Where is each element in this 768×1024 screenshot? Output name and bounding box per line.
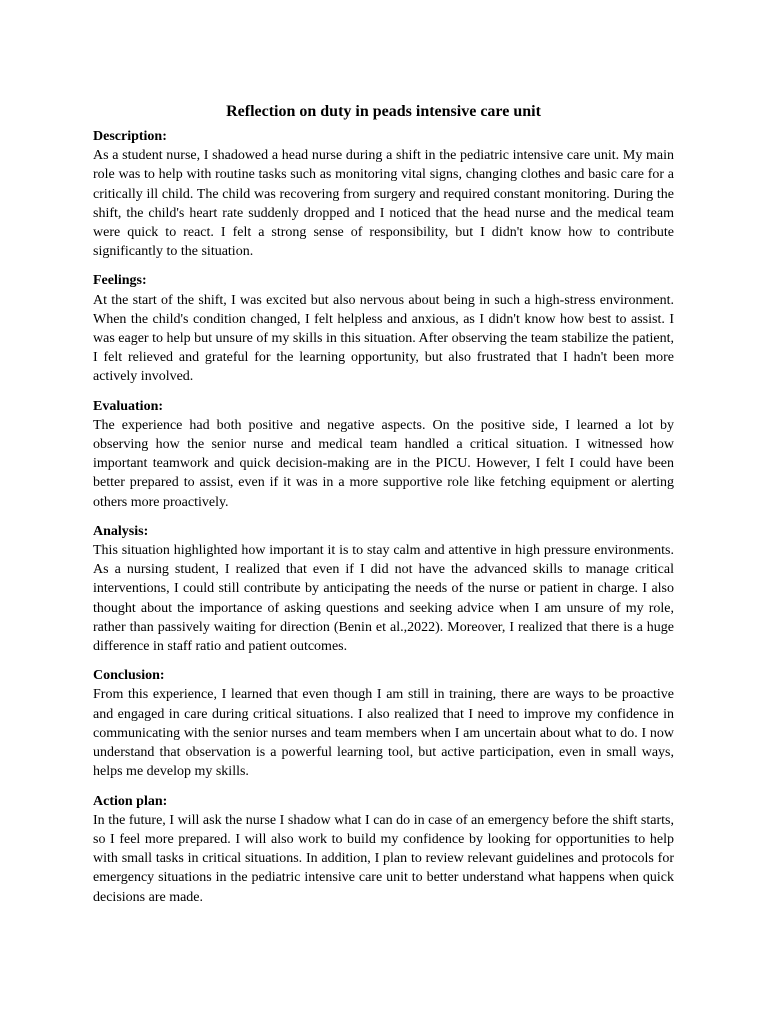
- section-analysis: [93, 522, 674, 656]
- section-body: From this experience, I learned that even though I am still in training, there are ways to be proactive and engaged in care during critical situations. I also realized that I need to improve my confidence in communicating with the senior nurses and team members when I am uncertain about what to do. I now understand that observation is a powerful learning tool, but active participation, even in small ways, helps me develop my skills.: [93, 687, 674, 780]
- section-heading: Description:: [93, 129, 167, 144]
- section-conclusion: [93, 666, 674, 781]
- section-heading: Analysis:: [93, 523, 149, 539]
- section-heading: Evaluation:: [93, 398, 164, 414]
- section-body: This situation highlighted how important it is to stay calm and attentive in high pressure environments. As a nursing student, I realized that even if I did not have the advanced skills to manage critical interventions, I could still contribute by anticipating the needs of the nurse or patient in charge. I also thought about the importance of asking questions and seeking advice when I am unsure of my role, rather than passively waiting for direction (Benin et al.,2022). Moreover, I realized that there is a huge difference in staff ratio and patient outcomes.: [93, 543, 674, 655]
- section-heading: Feelings:: [93, 273, 147, 289]
- section-body: As a student nurse, I shadowed a head nurse during a shift in the pediatric intensive care unit. My main role was to help with routine tasks such as monitoring vital signs, changing clothes and basic care for a critically ill child. The child was recovering from surgery and required constant monitoring. During the shift, the child's heart rate suddenly dropped and I noticed that the head nurse and the medical team were quick to react. I felt a strong sense of responsibility, but I didn't know how to contribute significantly to the situation.: [93, 148, 674, 260]
- section-heading: Action plan:: [93, 793, 168, 809]
- section-evaluation: [93, 397, 674, 512]
- section-body: At the start of the shift, I was excited but also nervous about being in such a high-stress environment. When the child's condition changed, I felt helpless and anxious, as I didn't know how best to assist. I was eager to help but unsure of my skills in this situation. After observing the team stabilize the patient, I felt relieved and grateful for the learning opportunity, but also frustrated that I hadn't been more actively involved.: [93, 292, 674, 385]
- section-description: [93, 127, 674, 261]
- section-body: The experience had both positive and negative aspects. On the positive side, I learned a lot by observing how the senior nurse and medical team handled a critical situation. I witnessed how important teamwork and quick decision-making are in the PICU. However, I felt I could have been better prepared to assist, even if it was in a more supportive role like fetching equipment or alerting others more proactively.: [93, 417, 674, 510]
- document-page: [93, 102, 674, 917]
- section-action-plan: [93, 792, 674, 907]
- section-heading: Conclusion:: [93, 668, 165, 684]
- document-title: Reflection on duty in peads intensive care unit: [226, 103, 541, 120]
- section-body: In the future, I will ask the nurse I shadow what I can do in case of an emergency before the shift starts, so I feel more prepared. I will also work to build my confidence by looking for opportunities to help with small tasks in critical situations. In addition, I plan to review relevant guidelines and protocols for emergency situations in the pediatric intensive care unit to better understand what happens when quick decisions are made.: [93, 812, 674, 905]
- section-feelings: [93, 271, 674, 386]
